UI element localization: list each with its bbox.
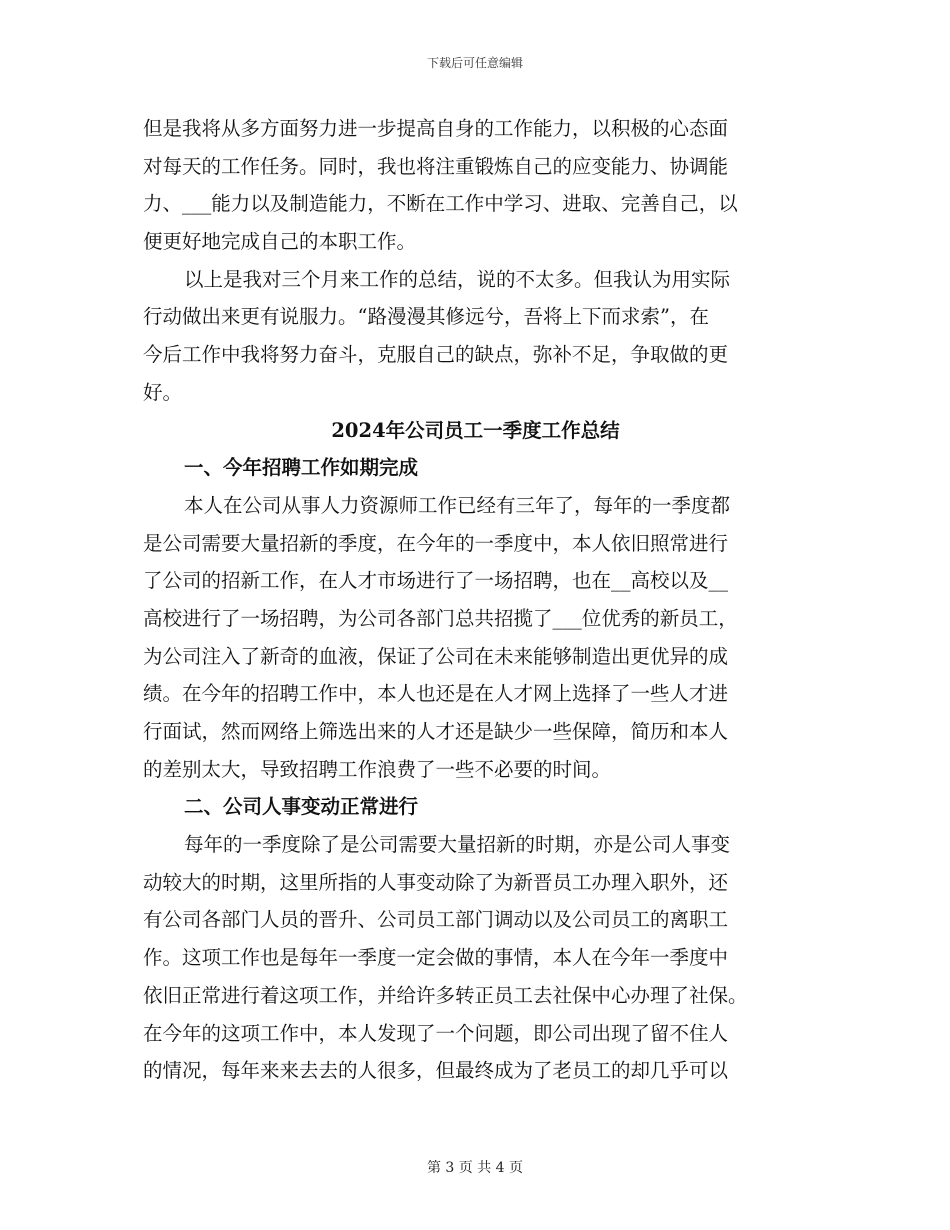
text-line: 的情况，每年来来去去的人很多，但最终成为了老员工的却几乎可以: [143, 1059, 729, 1083]
text-line: 有公司各部门人员的晋升、公司员工部门调动以及公司员工的离职工: [143, 908, 729, 932]
text-line: 今后工作中我将努力奋斗，克服自己的缺点，弥补不足，争取做的更: [143, 343, 729, 367]
text-line: 动较大的时期，这里所指的人事变动除了为新晋员工办理入职外，还: [143, 870, 729, 894]
page-header-note: 下载后可任意编辑: [426, 56, 523, 70]
text-line: 了公司的招新工作，在人才市场进行了一场招聘，也在__高校以及__: [143, 569, 729, 593]
text-line: 以上是我对三个月来工作的总结，说的不太多。但我认为用实际: [184, 267, 731, 291]
text-line: 便更好地完成自己的本职工作。: [143, 230, 417, 254]
text-line: 行动做出来更有说服力。“路漫漫其修远兮，吾将上下而求索”，在: [143, 305, 709, 329]
section-title: 2024年公司员工一季度工作总结: [331, 418, 620, 442]
text-line: 行面试，然而网络上筛选出来的人才还是缺少一些保障，简历和本人: [143, 720, 729, 743]
text-line: 的差别太大，导致招聘工作浪费了一些不必要的时间。: [143, 757, 612, 781]
text-line: 对每天的工作任务。同时，我也将注重锻炼自己的应变能力、协调能: [143, 154, 729, 178]
page-number: 第 3 页 共 4 页: [426, 1160, 524, 1176]
text-line: 高校进行了一场招聘，为公司各部门总共招揽了___位优秀的新员工，: [143, 606, 738, 630]
section-heading: 一、今年招聘工作如期完成: [184, 456, 419, 480]
text-line: 力、___能力以及制造能力，不断在工作中学习、进取、完善自己，以: [143, 192, 738, 216]
text-line: 在今年的这项工作中，本人发现了一个问题，即公司出现了留不住人: [143, 1021, 729, 1045]
text-line: 好。: [143, 380, 183, 404]
text-line: 依旧正常进行着这项工作，并给许多转正员工去社保中心办理了社保。: [143, 983, 748, 1007]
text-line: 但是我将从多方面努力进一步提高自身的工作能力，以积极的心态面: [143, 117, 729, 140]
text-line: 绩。在今年的招聘工作中，本人也还是在人才网上选择了一些人才进: [143, 682, 729, 706]
text-line: 为公司注入了新奇的血液，保证了公司在未来能够制造出更优异的成: [143, 644, 729, 668]
text-line: 是公司需要大量招新的季度，在今年的一季度中，本人依旧照常进行: [143, 531, 729, 555]
document-body: [143, 110, 808, 1090]
text-line: 每年的一季度除了是公司需要大量招新的时期，亦是公司人事变: [184, 833, 731, 857]
text-line: 作。这项工作也是每年一季度一定会做的事情，本人在今年一季度中: [143, 946, 729, 970]
text-line: 本人在公司从事人力资源师工作已经有三年了，每年的一季度都: [184, 493, 731, 517]
section-heading: 二、公司人事变动正常进行: [184, 795, 419, 819]
